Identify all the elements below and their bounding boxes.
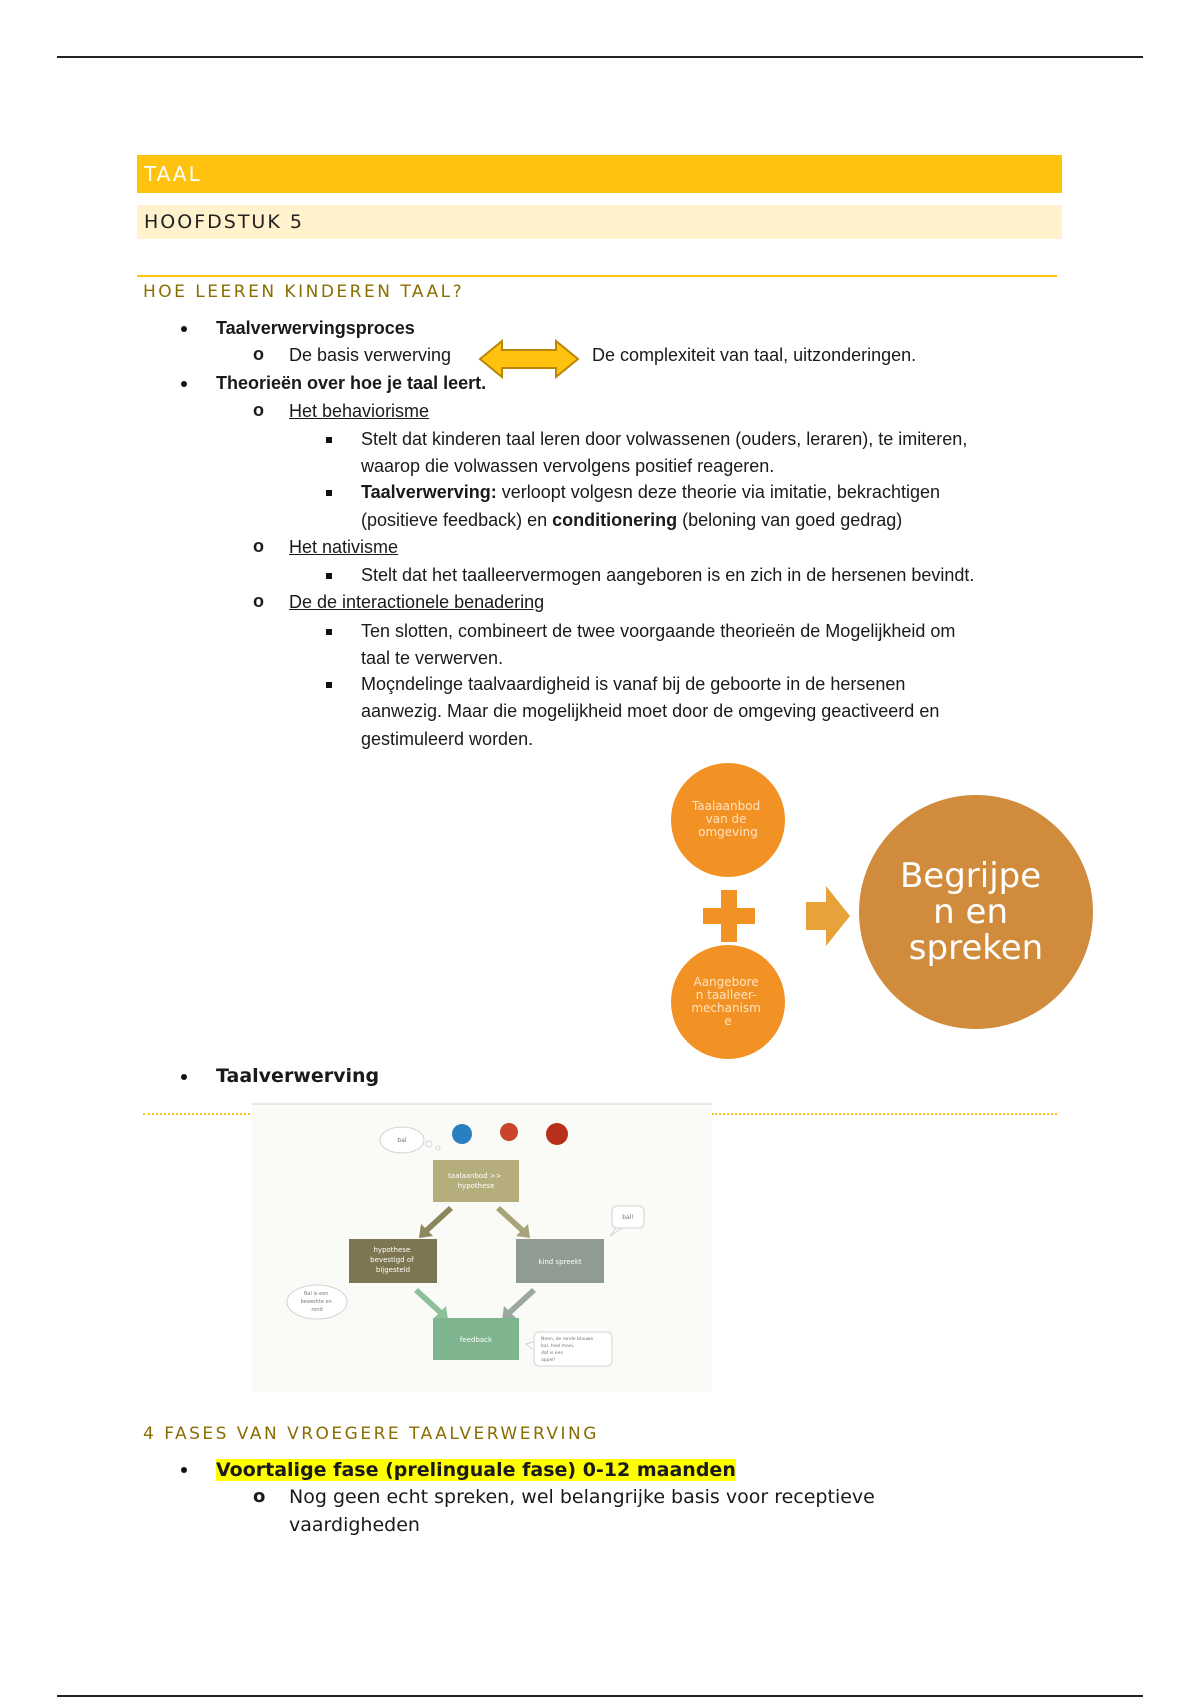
bubble-text: Bal is een xyxy=(304,1291,329,1297)
beh-2b-post: (beloning van goed gedrag) xyxy=(677,510,903,530)
feedback-cycle-image xyxy=(252,1102,712,1392)
behaviorisme-heading: Het behaviorisme xyxy=(289,401,430,421)
circle-bottom-line: e xyxy=(724,1014,732,1028)
highlighted-phase: Voortalige fase (prelinguale fase) 0-12 maanden xyxy=(216,1459,736,1481)
bullet-taalverwervingsproces: Taalverwervingsproces xyxy=(216,318,415,338)
chapter-band: HOOFDSTUK 5 xyxy=(137,205,1062,239)
bubble-text: dat is een xyxy=(541,1351,564,1356)
circle-bottom-line: mechanism xyxy=(691,1001,761,1015)
dotted-separator-right xyxy=(712,1113,1057,1115)
circle-top-line: van de xyxy=(705,812,747,826)
beh-2-rest: verloopt volgesn deze theorie via imitatie, bekrachtigen xyxy=(496,482,940,502)
box-left-line: hypothese xyxy=(373,1246,411,1254)
int-line-2a: Moçndelinge taalvaardigheid is vanaf bij de geboorte in de hersenen xyxy=(361,674,906,694)
beh-line-2b xyxy=(361,508,902,532)
bullet-dot xyxy=(181,1467,187,1473)
beh-line-2a xyxy=(361,480,940,504)
sub-bullet-o: o xyxy=(253,1486,266,1507)
box-left-line: bijgesteld xyxy=(375,1266,411,1274)
bubble-text: bal xyxy=(397,1137,407,1144)
beh-2b-pre: (positieve feedback) en xyxy=(361,510,553,530)
square-bullet xyxy=(326,573,332,579)
bullet-dot xyxy=(181,381,187,387)
bubble-text: bewerkte en xyxy=(300,1299,332,1305)
circle-big-line: n en xyxy=(933,892,1009,932)
apple-icon xyxy=(546,1123,568,1145)
box-top-line: hypothese xyxy=(457,1182,495,1190)
svg-text:kind spreekt xyxy=(538,1258,582,1266)
circle-top-line: omgeving xyxy=(698,825,758,839)
box-right-text: kind spreekt xyxy=(538,1258,582,1266)
square-bullet xyxy=(326,629,332,635)
beh-line-1b: waarop die volwassen vervolgens positief reageren. xyxy=(361,456,775,476)
int-line-2c: gestimuleerd worden. xyxy=(361,729,534,749)
complexiteit-text: De complexiteit van taal, uitzonderingen. xyxy=(592,345,917,365)
bullet-dot xyxy=(181,326,187,332)
circle-bottom-line: Aangebore xyxy=(693,975,759,989)
arrow-right-icon xyxy=(806,886,850,946)
basis-verwerving-text: De basis verwerving xyxy=(289,345,452,365)
square-bullet xyxy=(326,682,332,688)
title-band: TAAL xyxy=(137,155,1062,193)
conditionering-bold: conditionering xyxy=(552,510,678,530)
svg-text:bal xyxy=(397,1137,406,1144)
section-heading-1: HOE LEEREN KINDEREN TAAL? xyxy=(143,282,465,302)
square-bullet xyxy=(326,490,332,496)
equation-diagram xyxy=(660,760,1100,1060)
svg-text:bal! xyxy=(622,1214,634,1221)
box-bottom-text: feedback xyxy=(459,1336,493,1344)
int-line-2b: aanwezig. Maar die mogelijkheid moet door de omgeving geactiveerd en xyxy=(361,701,940,721)
box-top-line: taalaanbod >> xyxy=(448,1172,502,1180)
phase-desc-b: vaardigheden xyxy=(289,1514,420,1536)
circle-big-line: Begrijpe xyxy=(899,856,1042,896)
double-arrow-icon xyxy=(478,338,580,380)
taalverwerving-bold: Taalverwerving: xyxy=(361,482,497,502)
bottom-rule xyxy=(57,1695,1143,1697)
voortalige-fase xyxy=(216,1458,736,1482)
svg-text:hypothese bevestigd of xyxy=(370,1246,416,1274)
bubble-text: bal, heel mooi, xyxy=(541,1344,575,1349)
bullet-dot xyxy=(181,1074,187,1080)
top-rule xyxy=(57,56,1143,58)
circle-bottom-line: n taalleer- xyxy=(695,988,757,1002)
ball-icon xyxy=(500,1123,518,1141)
nativisme-heading: Het nativisme xyxy=(289,537,399,557)
bubble-text: bal! xyxy=(622,1214,634,1221)
interactioneel-heading: De de interactionele benadering xyxy=(289,592,545,612)
beh-line-1a: Stelt dat kinderen taal leren door volwassenen (ouders, leraren), te imiteren, xyxy=(361,429,968,449)
section-heading-3: 4 FASES VAN VROEGERE TAALVERWERVING xyxy=(143,1424,599,1444)
plus-icon xyxy=(703,890,755,942)
phase-desc-a: Nog geen echt spreken, wel belangrijke basis voor receptieve xyxy=(289,1486,875,1508)
bullet-taalverwerving: Taalverwerving xyxy=(216,1065,380,1087)
heading-rule xyxy=(137,275,1057,277)
nat-line-1: Stelt dat het taalleervermogen aangeboren is en zich in de hersenen bevindt. xyxy=(361,565,975,585)
int-line-1b: taal te verwerven. xyxy=(361,648,504,668)
bubble-text: appel! xyxy=(541,1358,556,1363)
sub-bullet-o: o xyxy=(253,591,264,611)
circle-top-line: Taalaanbod xyxy=(691,799,761,813)
square-bullet xyxy=(326,437,332,443)
bubble-text: Neen, de ronde blauwe xyxy=(541,1337,594,1342)
sub-bullet-o: o xyxy=(253,536,264,556)
sub-bullet-o: o xyxy=(253,400,264,420)
bubble-text: rond xyxy=(311,1307,323,1313)
box-taalaanbod xyxy=(433,1160,519,1202)
sub-bullet-o: o xyxy=(253,344,264,364)
circle-big-line: spreken xyxy=(908,928,1044,968)
dotted-separator-left xyxy=(143,1113,250,1115)
bullet-theorieen: Theorieën over hoe je taal leert. xyxy=(216,373,487,393)
globe-icon xyxy=(452,1124,472,1144)
int-line-1a: Ten slotten, combineert de twee voorgaande theorieën de Mogelijkheid om xyxy=(361,621,956,641)
svg-text:feedback xyxy=(460,1336,493,1344)
box-left-line: bevestigd of xyxy=(370,1256,414,1264)
